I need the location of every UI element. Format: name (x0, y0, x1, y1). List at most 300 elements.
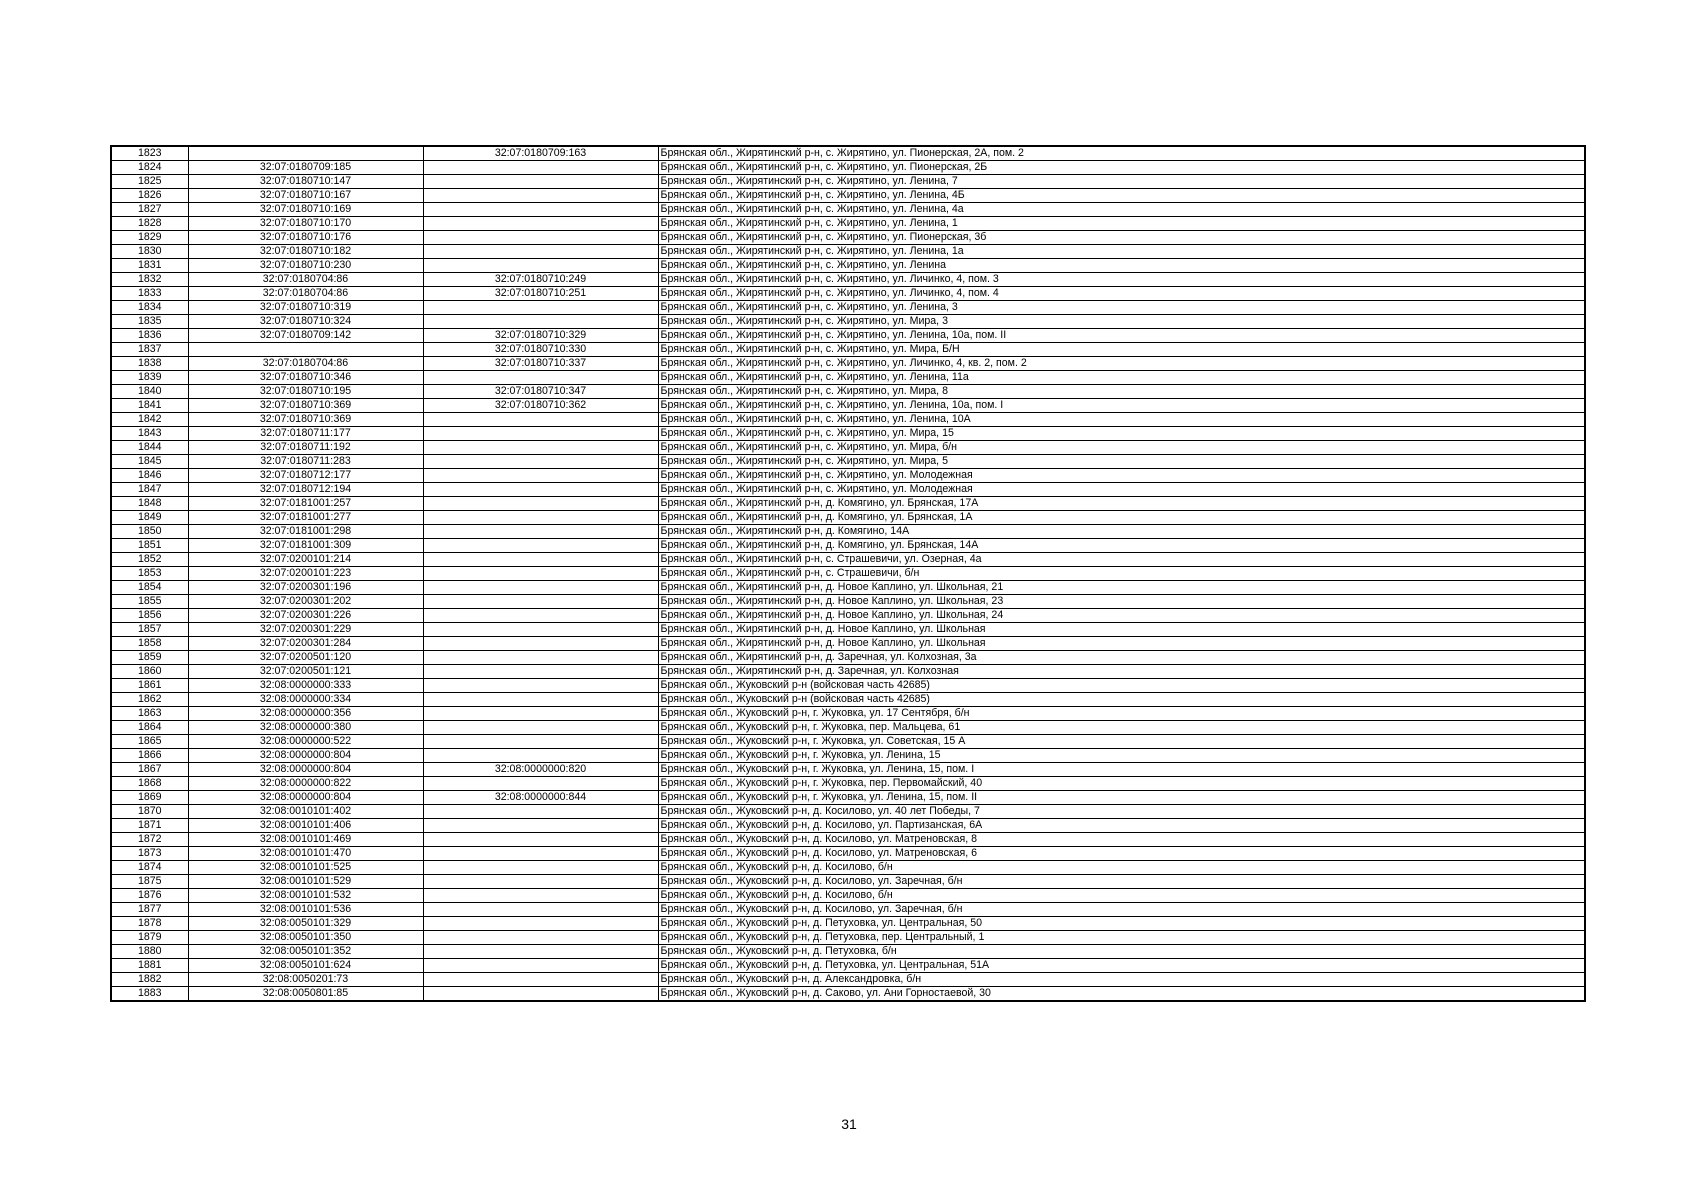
address-cell: Брянская обл., Жирятинский р-н, с. Страшевичи, ул. Озерная, 4а (658, 553, 1585, 567)
premises-cadastral-number-cell (423, 567, 658, 581)
address-cell: Брянская обл., Жуковский р-н, г. Жуковка, ул. Советская, 15 А (658, 735, 1585, 749)
premises-cadastral-number-cell (423, 861, 658, 875)
table-row (111, 651, 1585, 665)
cadastral-number-cell: 32:07:0181001:277 (188, 511, 423, 525)
premises-cadastral-number-cell (423, 875, 658, 889)
premises-cadastral-number-cell (423, 819, 658, 833)
cadastral-number-cell: 32:08:0010101:532 (188, 889, 423, 903)
cadastral-number-cell: 32:08:0000000:522 (188, 735, 423, 749)
table-row (111, 749, 1585, 763)
premises-cadastral-number-cell (423, 903, 658, 917)
premises-cadastral-number-cell (423, 693, 658, 707)
premises-cadastral-number-cell (423, 217, 658, 231)
address-cell: Брянская обл., Жуковский р-н, д. Косилово, ул. Заречная, б/н (658, 903, 1585, 917)
premises-cadastral-number-cell (423, 945, 658, 959)
address-cell: Брянская обл., Жуковский р-н, д. Косилово, ул. Матреновская, 6 (658, 847, 1585, 861)
table-row (111, 945, 1585, 959)
table-row (111, 861, 1585, 875)
page-number: 31 (841, 1116, 857, 1132)
address-cell: Брянская обл., Жирятинский р-н, с. Жирятино, ул. Личинко, 4, пом. 3 (658, 273, 1585, 287)
cadastral-number-cell: 32:07:0180710:176 (188, 231, 423, 245)
address-cell: Брянская обл., Жуковский р-н, д. Косилово, б/н (658, 889, 1585, 903)
table-row (111, 146, 1585, 161)
cadastral-number-cell: 32:07:0180711:283 (188, 455, 423, 469)
address-cell: Брянская обл., Жирятинский р-н, с. Жирятино, ул. Ленина, 1а (658, 245, 1585, 259)
address-cell: Брянская обл., Жирятинский р-н, с. Жирятино, ул. Ленина, 4а (658, 203, 1585, 217)
row-number-cell: 1863 (111, 707, 188, 721)
row-number-cell: 1823 (111, 146, 188, 161)
table-row (111, 175, 1585, 189)
premises-cadastral-number-cell (423, 203, 658, 217)
premises-cadastral-number-cell (423, 595, 658, 609)
address-cell: Брянская обл., Жирятинский р-н, д. Новое Каплино, ул. Школьная, 24 (658, 609, 1585, 623)
premises-cadastral-number-cell (423, 413, 658, 427)
address-cell: Брянская обл., Жуковский р-н, г. Жуковка, ул. Ленина, 15, пом. II (658, 791, 1585, 805)
cadastral-number-cell: 32:08:0050101:329 (188, 917, 423, 931)
cadastral-number-cell: 32:07:0200301:229 (188, 623, 423, 637)
premises-cadastral-number-cell (423, 581, 658, 595)
address-cell: Брянская обл., Жуковский р-н, д. Петуховка, ул. Центральная, 50 (658, 917, 1585, 931)
address-cell: Брянская обл., Жуковский р-н, д. Александровка, б/н (658, 973, 1585, 987)
table-row (111, 315, 1585, 329)
table-row (111, 399, 1585, 413)
cadastral-number-cell: 32:07:0200301:284 (188, 637, 423, 651)
table-row (111, 721, 1585, 735)
premises-cadastral-number-cell (423, 973, 658, 987)
table-row (111, 637, 1585, 651)
premises-cadastral-number-cell (423, 315, 658, 329)
row-number-cell: 1836 (111, 329, 188, 343)
cadastral-number-cell: 32:07:0180710:324 (188, 315, 423, 329)
table-row (111, 161, 1585, 175)
address-cell: Брянская обл., Жирятинский р-н, с. Жирятино, ул. Мира, 8 (658, 385, 1585, 399)
address-cell: Брянская обл., Жирятинский р-н, с. Жирятино, ул. Пионерская, 2Б (658, 161, 1585, 175)
cadastral-number-cell: 32:07:0180709:142 (188, 329, 423, 343)
row-number-cell: 1837 (111, 343, 188, 357)
cadastral-number-cell (188, 343, 423, 357)
address-cell: Брянская обл., Жирятинский р-н, д. Новое Каплино, ул. Школьная, 23 (658, 595, 1585, 609)
cadastral-number-cell: 32:08:0000000:804 (188, 763, 423, 777)
row-number-cell: 1875 (111, 875, 188, 889)
cadastral-number-cell: 32:07:0200101:223 (188, 567, 423, 581)
row-number-cell: 1824 (111, 161, 188, 175)
row-number-cell: 1871 (111, 819, 188, 833)
cadastral-number-cell: 32:07:0180704:86 (188, 357, 423, 371)
address-cell: Брянская обл., Жуковский р-н (войсковая часть 42685) (658, 679, 1585, 693)
row-number-cell: 1878 (111, 917, 188, 931)
cadastral-number-cell: 32:07:0180704:86 (188, 287, 423, 301)
cadastral-number-cell: 32:08:0000000:804 (188, 749, 423, 763)
table-row (111, 287, 1585, 301)
premises-cadastral-number-cell (423, 805, 658, 819)
premises-cadastral-number-cell (423, 651, 658, 665)
table-row (111, 329, 1585, 343)
address-cell: Брянская обл., Жуковский р-н, д. Петуховка, ул. Центральная, 51А (658, 959, 1585, 973)
row-number-cell: 1859 (111, 651, 188, 665)
cadastral-number-cell: 32:08:0010101:525 (188, 861, 423, 875)
cadastral-number-cell: 32:08:0000000:334 (188, 693, 423, 707)
cadastral-number-cell: 32:07:0180711:177 (188, 427, 423, 441)
premises-cadastral-number-cell (423, 609, 658, 623)
address-cell: Брянская обл., Жирятинский р-н, с. Жирятино, ул. Мира, 15 (658, 427, 1585, 441)
premises-cadastral-number-cell (423, 931, 658, 945)
table-row (111, 525, 1585, 539)
premises-cadastral-number-cell (423, 665, 658, 679)
address-cell: Брянская обл., Жирятинский р-н, с. Жирятино, ул. Ленина, 11а (658, 371, 1585, 385)
address-cell: Брянская обл., Жирятинский р-н, с. Жирятино, ул. Пионерская, 3б (658, 231, 1585, 245)
row-number-cell: 1834 (111, 301, 188, 315)
address-cell: Брянская обл., Жирятинский р-н, с. Жирятино, ул. Мира, 3 (658, 315, 1585, 329)
row-number-cell: 1873 (111, 847, 188, 861)
table-row (111, 917, 1585, 931)
address-cell: Брянская обл., Жирятинский р-н, с. Жирятино, ул. Ленина (658, 259, 1585, 273)
table-row (111, 707, 1585, 721)
row-number-cell: 1872 (111, 833, 188, 847)
cadastral-number-cell: 32:08:0050201:73 (188, 973, 423, 987)
premises-cadastral-number-cell (423, 371, 658, 385)
row-number-cell: 1846 (111, 469, 188, 483)
table-row (111, 777, 1585, 791)
row-number-cell: 1879 (111, 931, 188, 945)
address-cell: Брянская обл., Жуковский р-н, д. Петуховка, пер. Центральный, 1 (658, 931, 1585, 945)
premises-cadastral-number-cell (423, 189, 658, 203)
cadastral-number-cell: 32:08:0000000:333 (188, 679, 423, 693)
address-cell: Брянская обл., Жирятинский р-н, с. Жирятино, ул. Ленина, 7 (658, 175, 1585, 189)
table-row (111, 441, 1585, 455)
row-number-cell: 1830 (111, 245, 188, 259)
premises-cadastral-number-cell (423, 679, 658, 693)
table-row (111, 273, 1585, 287)
address-cell: Брянская обл., Жуковский р-н (войсковая часть 42685) (658, 693, 1585, 707)
table-row (111, 763, 1585, 777)
row-number-cell: 1833 (111, 287, 188, 301)
row-number-cell: 1880 (111, 945, 188, 959)
cadastral-number-cell: 32:08:0010101:406 (188, 819, 423, 833)
table-row (111, 567, 1585, 581)
cadastral-number-cell: 32:07:0180710:319 (188, 301, 423, 315)
row-number-cell: 1867 (111, 763, 188, 777)
cadastral-number-cell: 32:07:0180704:86 (188, 273, 423, 287)
row-number-cell: 1858 (111, 637, 188, 651)
cadastral-number-cell: 32:07:0180711:192 (188, 441, 423, 455)
cadastral-number-cell: 32:07:0180710:369 (188, 413, 423, 427)
premises-cadastral-number-cell (423, 637, 658, 651)
address-cell: Брянская обл., Жуковский р-н, г. Жуковка, пер. Мальцева, 61 (658, 721, 1585, 735)
address-cell: Брянская обл., Жуковский р-н, д. Косилово, ул. Заречная, б/н (658, 875, 1585, 889)
row-number-cell: 1838 (111, 357, 188, 371)
address-cell: Брянская обл., Жирятинский р-н, с. Жирятино, ул. Молодежная (658, 469, 1585, 483)
cadastral-number-cell: 32:07:0180712:177 (188, 469, 423, 483)
premises-cadastral-number-cell: 32:08:0000000:844 (423, 791, 658, 805)
premises-cadastral-number-cell (423, 231, 658, 245)
cadastral-number-cell: 32:07:0180710:182 (188, 245, 423, 259)
row-number-cell: 1857 (111, 623, 188, 637)
cadastral-number-cell: 32:07:0180709:185 (188, 161, 423, 175)
row-number-cell: 1844 (111, 441, 188, 455)
cadastral-number-cell: 32:07:0181001:309 (188, 539, 423, 553)
table-row (111, 595, 1585, 609)
premises-cadastral-number-cell (423, 427, 658, 441)
row-number-cell: 1855 (111, 595, 188, 609)
table-row (111, 987, 1585, 1002)
premises-cadastral-number-cell (423, 175, 658, 189)
cadastral-number-cell: 32:08:0010101:529 (188, 875, 423, 889)
row-number-cell: 1827 (111, 203, 188, 217)
table-row (111, 539, 1585, 553)
row-number-cell: 1877 (111, 903, 188, 917)
address-cell: Брянская обл., Жирятинский р-н, с. Жирятино, ул. Мира, б/н (658, 441, 1585, 455)
row-number-cell: 1854 (111, 581, 188, 595)
cadastral-number-cell: 32:07:0200301:196 (188, 581, 423, 595)
address-cell: Брянская обл., Жуковский р-н, г. Жуковка, ул. Ленина, 15, пом. I (658, 763, 1585, 777)
cadastral-number-cell: 32:08:0000000:356 (188, 707, 423, 721)
address-cell: Брянская обл., Жуковский р-н, д. Косилово, б/н (658, 861, 1585, 875)
address-cell: Брянская обл., Жуковский р-н, д. Петуховка, б/н (658, 945, 1585, 959)
table-row (111, 665, 1585, 679)
cadastral-number-cell: 32:08:0050801:85 (188, 987, 423, 1002)
premises-cadastral-number-cell (423, 553, 658, 567)
table-row (111, 483, 1585, 497)
address-cell: Брянская обл., Жирятинский р-н, д. Комягино, ул. Брянская, 17А (658, 497, 1585, 511)
premises-cadastral-number-cell: 32:07:0180710:362 (423, 399, 658, 413)
row-number-cell: 1847 (111, 483, 188, 497)
row-number-cell: 1842 (111, 413, 188, 427)
table-row (111, 301, 1585, 315)
row-number-cell: 1839 (111, 371, 188, 385)
table-row (111, 931, 1585, 945)
address-cell: Брянская обл., Жирятинский р-н, д. Комягино, ул. Брянская, 14А (658, 539, 1585, 553)
table-row (111, 511, 1585, 525)
cadastral-number-cell: 32:07:0180710:167 (188, 189, 423, 203)
row-number-cell: 1852 (111, 553, 188, 567)
row-number-cell: 1826 (111, 189, 188, 203)
row-number-cell: 1851 (111, 539, 188, 553)
address-cell: Брянская обл., Жирятинский р-н, с. Жирятино, ул. Ленина, 10а, пом. II (658, 329, 1585, 343)
address-cell: Брянская обл., Жирятинский р-н, с. Жирятино, ул. Личинко, 4, пом. 4 (658, 287, 1585, 301)
table-row (111, 679, 1585, 693)
cadastral-number-cell: 32:07:0180710:169 (188, 203, 423, 217)
table-row (111, 343, 1585, 357)
cadastral-number-cell: 32:08:0010101:469 (188, 833, 423, 847)
cadastral-number-cell: 32:08:0000000:822 (188, 777, 423, 791)
premises-cadastral-number-cell (423, 707, 658, 721)
address-cell: Брянская обл., Жуковский р-н, г. Жуковка, пер. Первомайский, 40 (658, 777, 1585, 791)
table-row (111, 217, 1585, 231)
cadastral-number-cell: 32:07:0181001:257 (188, 497, 423, 511)
cadastral-number-cell: 32:07:0180710:346 (188, 371, 423, 385)
premises-cadastral-number-cell (423, 441, 658, 455)
address-cell: Брянская обл., Жирятинский р-н, с. Жирятино, ул. Ленина, 10А (658, 413, 1585, 427)
table-row (111, 889, 1585, 903)
address-cell: Брянская обл., Жирятинский р-н, д. Комягино, ул. Брянская, 1А (658, 511, 1585, 525)
table-row (111, 805, 1585, 819)
premises-cadastral-number-cell (423, 987, 658, 1002)
property-table-body (111, 146, 1585, 1001)
cadastral-number-cell: 32:07:0200301:226 (188, 609, 423, 623)
address-cell: Брянская обл., Жирятинский р-н, с. Жирятино, ул. Мира, 5 (658, 455, 1585, 469)
table-row (111, 203, 1585, 217)
address-cell: Брянская обл., Жирятинский р-н, д. Комягино, 14А (658, 525, 1585, 539)
cadastral-number-cell: 32:08:0000000:380 (188, 721, 423, 735)
row-number-cell: 1856 (111, 609, 188, 623)
row-number-cell: 1876 (111, 889, 188, 903)
table-row (111, 245, 1585, 259)
address-cell: Брянская обл., Жирятинский р-н, с. Жирятино, ул. Пионерская, 2А, пом. 2 (658, 146, 1585, 161)
row-number-cell: 1883 (111, 987, 188, 1002)
table-row (111, 623, 1585, 637)
address-cell: Брянская обл., Жирятинский р-н, д. Новое Каплино, ул. Школьная, 21 (658, 581, 1585, 595)
table-row (111, 581, 1585, 595)
row-number-cell: 1853 (111, 567, 188, 581)
table-row (111, 609, 1585, 623)
address-cell: Брянская обл., Жирятинский р-н, с. Жирятино, ул. Личинко, 4, кв. 2, пом. 2 (658, 357, 1585, 371)
premises-cadastral-number-cell (423, 259, 658, 273)
premises-cadastral-number-cell (423, 721, 658, 735)
premises-cadastral-number-cell (423, 889, 658, 903)
table-row (111, 189, 1585, 203)
premises-cadastral-number-cell (423, 455, 658, 469)
address-cell: Брянская обл., Жирятинский р-н, с. Страшевичи, б/н (658, 567, 1585, 581)
row-number-cell: 1870 (111, 805, 188, 819)
premises-cadastral-number-cell: 32:07:0180710:329 (423, 329, 658, 343)
premises-cadastral-number-cell (423, 959, 658, 973)
row-number-cell: 1860 (111, 665, 188, 679)
premises-cadastral-number-cell (423, 749, 658, 763)
premises-cadastral-number-cell (423, 301, 658, 315)
row-number-cell: 1861 (111, 679, 188, 693)
address-cell: Брянская обл., Жирятинский р-н, с. Жирятино, ул. Ленина, 4Б (658, 189, 1585, 203)
cadastral-number-cell: 32:08:0050101:350 (188, 931, 423, 945)
premises-cadastral-number-cell (423, 497, 658, 511)
row-number-cell: 1882 (111, 973, 188, 987)
table-row (111, 819, 1585, 833)
cadastral-number-cell: 32:07:0180710:170 (188, 217, 423, 231)
premises-cadastral-number-cell (423, 539, 658, 553)
cadastral-number-cell: 32:07:0200501:121 (188, 665, 423, 679)
cadastral-number-cell: 32:07:0180710:195 (188, 385, 423, 399)
address-cell: Брянская обл., Жуковский р-н, г. Жуковка, ул. Ленина, 15 (658, 749, 1585, 763)
row-number-cell: 1828 (111, 217, 188, 231)
cadastral-number-cell (188, 146, 423, 161)
table-row (111, 371, 1585, 385)
row-number-cell: 1874 (111, 861, 188, 875)
row-number-cell: 1843 (111, 427, 188, 441)
row-number-cell: 1835 (111, 315, 188, 329)
cadastral-number-cell: 32:07:0181001:298 (188, 525, 423, 539)
premises-cadastral-number-cell: 32:07:0180710:249 (423, 273, 658, 287)
table-row (111, 469, 1585, 483)
cadastral-number-cell: 32:07:0200101:214 (188, 553, 423, 567)
premises-cadastral-number-cell (423, 917, 658, 931)
table-row (111, 693, 1585, 707)
cadastral-number-cell: 32:07:0180712:194 (188, 483, 423, 497)
table-row (111, 553, 1585, 567)
premises-cadastral-number-cell (423, 833, 658, 847)
premises-cadastral-number-cell (423, 525, 658, 539)
address-cell: Брянская обл., Жирятинский р-н, д. Новое Каплино, ул. Школьная (658, 637, 1585, 651)
table-row (111, 385, 1585, 399)
row-number-cell: 1850 (111, 525, 188, 539)
table-row (111, 903, 1585, 917)
row-number-cell: 1841 (111, 399, 188, 413)
address-cell: Брянская обл., Жуковский р-н, д. Косилово, ул. 40 лет Победы, 7 (658, 805, 1585, 819)
premises-cadastral-number-cell (423, 847, 658, 861)
table-row (111, 833, 1585, 847)
address-cell: Брянская обл., Жуковский р-н, д. Косилово, ул. Матреновская, 8 (658, 833, 1585, 847)
cadastral-number-cell: 32:08:0050101:624 (188, 959, 423, 973)
address-cell: Брянская обл., Жирятинский р-н, д. Заречная, ул. Колхозная, 3а (658, 651, 1585, 665)
row-number-cell: 1845 (111, 455, 188, 469)
address-cell: Брянская обл., Жирятинский р-н, с. Жирятино, ул. Молодежная (658, 483, 1585, 497)
address-cell: Брянская обл., Жирятинский р-н, с. Жирятино, ул. Ленина, 10а, пом. I (658, 399, 1585, 413)
address-cell: Брянская обл., Жирятинский р-н, д. Новое Каплино, ул. Школьная (658, 623, 1585, 637)
premises-cadastral-number-cell: 32:07:0180710:347 (423, 385, 658, 399)
cadastral-number-cell: 32:08:0010101:470 (188, 847, 423, 861)
table-row (111, 497, 1585, 511)
premises-cadastral-number-cell: 32:07:0180710:251 (423, 287, 658, 301)
address-cell: Брянская обл., Жуковский р-н, д. Косилово, ул. Партизанская, 6А (658, 819, 1585, 833)
row-number-cell: 1862 (111, 693, 188, 707)
premises-cadastral-number-cell: 32:08:0000000:820 (423, 763, 658, 777)
table-row (111, 427, 1585, 441)
table-row (111, 735, 1585, 749)
premises-cadastral-number-cell (423, 511, 658, 525)
address-cell: Брянская обл., Жуковский р-н, г. Жуковка, ул. 17 Сентября, б/н (658, 707, 1585, 721)
row-number-cell: 1840 (111, 385, 188, 399)
cadastral-number-cell: 32:07:0200301:202 (188, 595, 423, 609)
premises-cadastral-number-cell: 32:07:0180710:337 (423, 357, 658, 371)
address-cell: Брянская обл., Жирятинский р-н, с. Жирятино, ул. Мира, Б/Н (658, 343, 1585, 357)
address-cell: Брянская обл., Жуковский р-н, д. Саково, ул. Ани Горностаевой, 30 (658, 987, 1585, 1002)
premises-cadastral-number-cell (423, 777, 658, 791)
premises-cadastral-number-cell (423, 735, 658, 749)
cadastral-number-cell: 32:07:0180710:147 (188, 175, 423, 189)
table-row (111, 357, 1585, 371)
address-cell: Брянская обл., Жирятинский р-н, с. Жирятино, ул. Ленина, 3 (658, 301, 1585, 315)
cadastral-number-cell: 32:08:0010101:402 (188, 805, 423, 819)
premises-cadastral-number-cell: 32:07:0180709:163 (423, 146, 658, 161)
table-row (111, 847, 1585, 861)
table-row (111, 973, 1585, 987)
premises-cadastral-number-cell (423, 245, 658, 259)
table-row (111, 231, 1585, 245)
cadastral-number-cell: 32:08:0010101:536 (188, 903, 423, 917)
row-number-cell: 1829 (111, 231, 188, 245)
row-number-cell: 1864 (111, 721, 188, 735)
premises-cadastral-number-cell (423, 161, 658, 175)
table-row (111, 259, 1585, 273)
row-number-cell: 1831 (111, 259, 188, 273)
cadastral-number-cell: 32:08:0000000:804 (188, 791, 423, 805)
address-cell: Брянская обл., Жирятинский р-н, д. Заречная, ул. Колхозная (658, 665, 1585, 679)
cadastral-number-cell: 32:07:0200501:120 (188, 651, 423, 665)
cadastral-number-cell: 32:07:0180710:369 (188, 399, 423, 413)
row-number-cell: 1865 (111, 735, 188, 749)
row-number-cell: 1868 (111, 777, 188, 791)
row-number-cell: 1869 (111, 791, 188, 805)
premises-cadastral-number-cell (423, 483, 658, 497)
premises-cadastral-number-cell (423, 623, 658, 637)
row-number-cell: 1866 (111, 749, 188, 763)
row-number-cell: 1849 (111, 511, 188, 525)
table-row (111, 455, 1585, 469)
row-number-cell: 1832 (111, 273, 188, 287)
table-row (111, 875, 1585, 889)
address-cell: Брянская обл., Жирятинский р-н, с. Жирятино, ул. Ленина, 1 (658, 217, 1585, 231)
property-table (110, 145, 1586, 1002)
premises-cadastral-number-cell (423, 469, 658, 483)
cadastral-number-cell: 32:08:0050101:352 (188, 945, 423, 959)
